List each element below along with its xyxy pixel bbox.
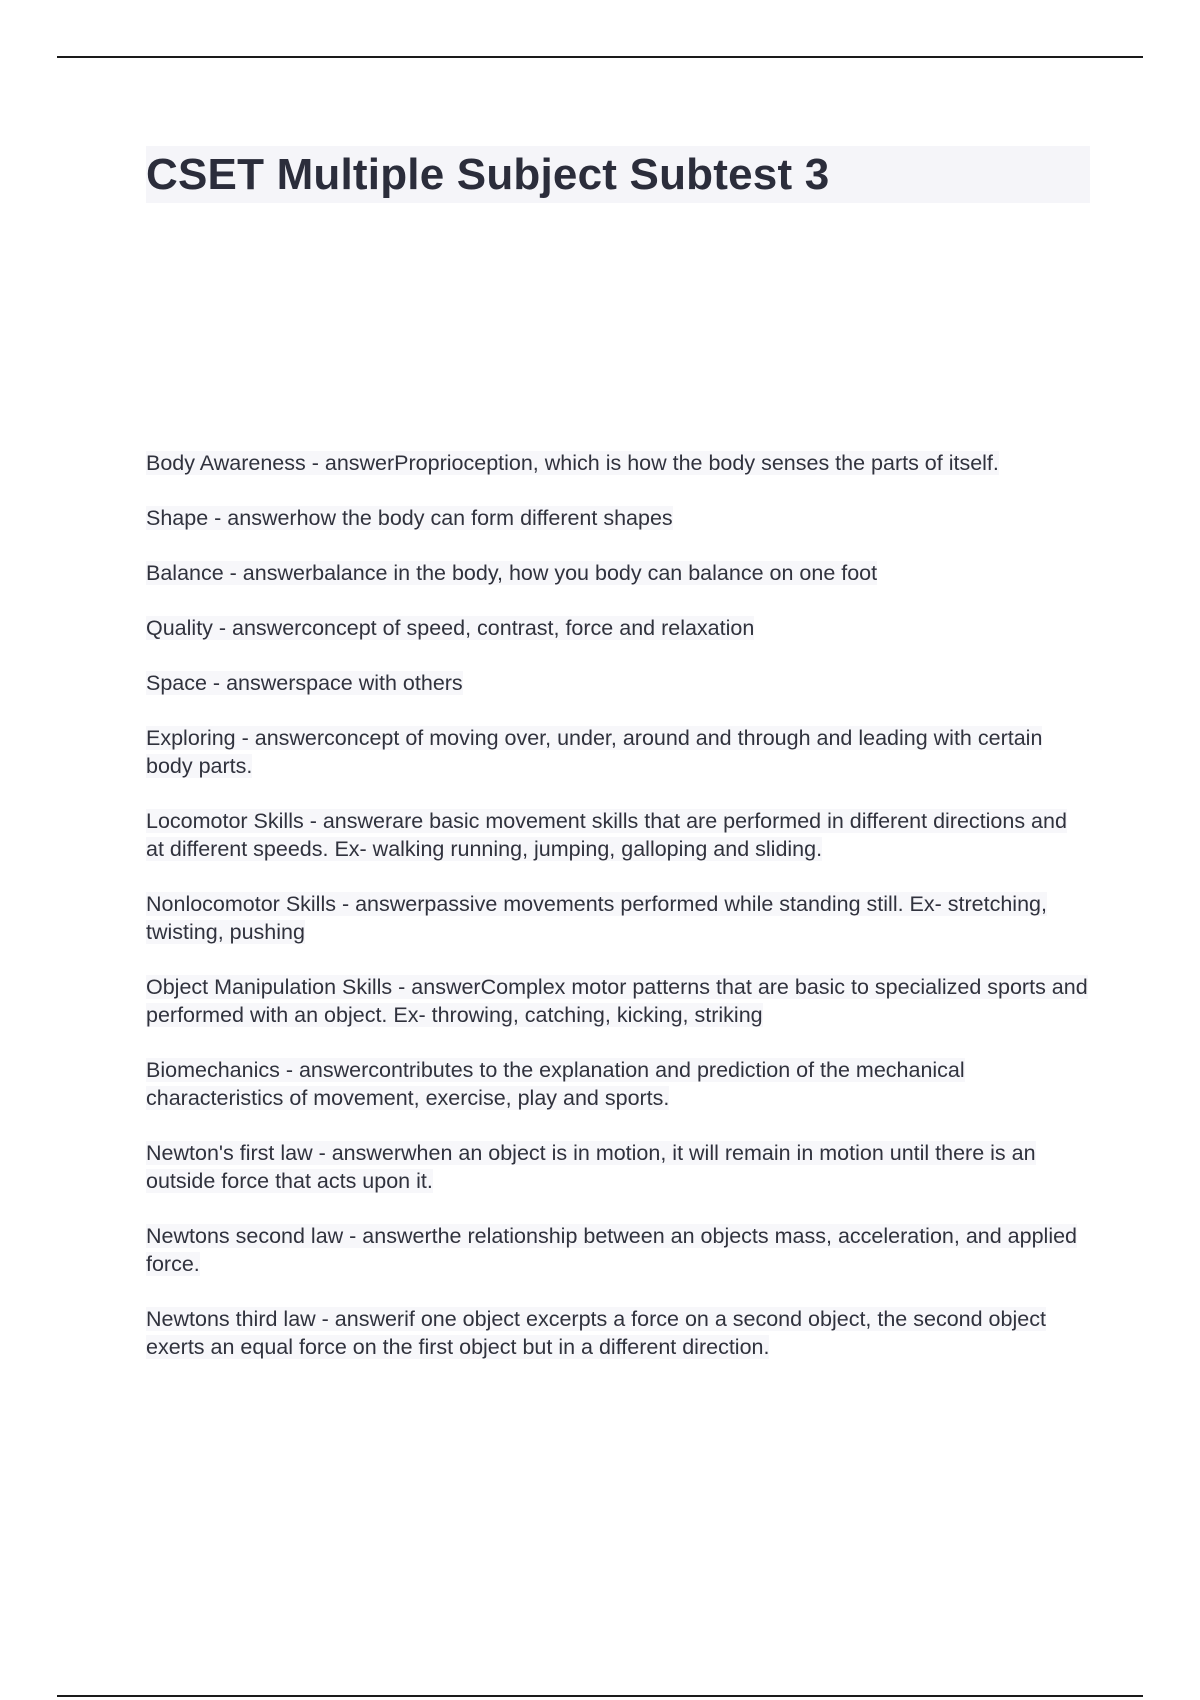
flashcard-text: Locomotor Skills - answerare basic movement skills that are performed in different directions and at different speeds. Ex- walking running, jumping, galloping and sliding.	[146, 809, 1067, 861]
flashcard-text: Object Manipulation Skills - answerComplex motor patterns that are basic to specialized sports and performed with an object. Ex- throwing, catching, kicking, striking	[146, 975, 1088, 1027]
flashcard-entry	[146, 504, 1090, 532]
flashcard-text: Newton's first law - answerwhen an object is in motion, it will remain in motion until there is an outside force that acts upon it.	[146, 1141, 1036, 1193]
flashcard-text: Nonlocomotor Skills - answerpassive movements performed while standing still. Ex- stretching, twisting, pushing	[146, 892, 1047, 944]
flashcard-text: Balance - answerbalance in the body, how you body can balance on one foot	[146, 561, 878, 585]
title-bar	[146, 146, 1090, 203]
flashcard-entry	[146, 890, 1090, 946]
flashcard-entry	[146, 724, 1090, 780]
flashcard-text: Newtons second law - answerthe relationship between an objects mass, acceleration, and applied force.	[146, 1224, 1078, 1276]
flashcard-text: Newtons third law - answerif one object excerpts a force on a second object, the second object exerts an equal force on the first object but in a different direction.	[146, 1307, 1046, 1359]
flashcard-text: Exploring - answerconcept of moving over, under, around and through and leading with certain body parts.	[146, 726, 1043, 778]
top-rule	[57, 56, 1143, 58]
flashcard-entry	[146, 1139, 1090, 1195]
flashcard-entry	[146, 449, 1090, 477]
flashcard-text: Shape - answerhow the body can form different shapes	[146, 506, 673, 530]
flashcard-text: Space - answerspace with others	[146, 671, 463, 695]
page-title: CSET Multiple Subject Subtest 3	[146, 149, 830, 199]
flashcard-entry	[146, 807, 1090, 863]
flashcard-text: Body Awareness - answerProprioception, which is how the body senses the parts of itself.	[146, 451, 999, 475]
flashcard-list	[146, 449, 1090, 1388]
flashcard-entry	[146, 1222, 1090, 1278]
flashcard-entry	[146, 559, 1090, 587]
bottom-rule	[57, 1695, 1143, 1697]
document-body	[146, 146, 1090, 1359]
flashcard-entry	[146, 1056, 1090, 1112]
flashcard-text: Biomechanics - answercontributes to the explanation and prediction of the mechanical characteristics of movement, exercise, play and sports.	[146, 1058, 965, 1110]
flashcard-entry	[146, 973, 1090, 1029]
flashcard-entry	[146, 614, 1090, 642]
flashcard-entry	[146, 1305, 1090, 1361]
flashcard-entry	[146, 669, 1090, 697]
flashcard-text: Quality - answerconcept of speed, contrast, force and relaxation	[146, 616, 755, 640]
